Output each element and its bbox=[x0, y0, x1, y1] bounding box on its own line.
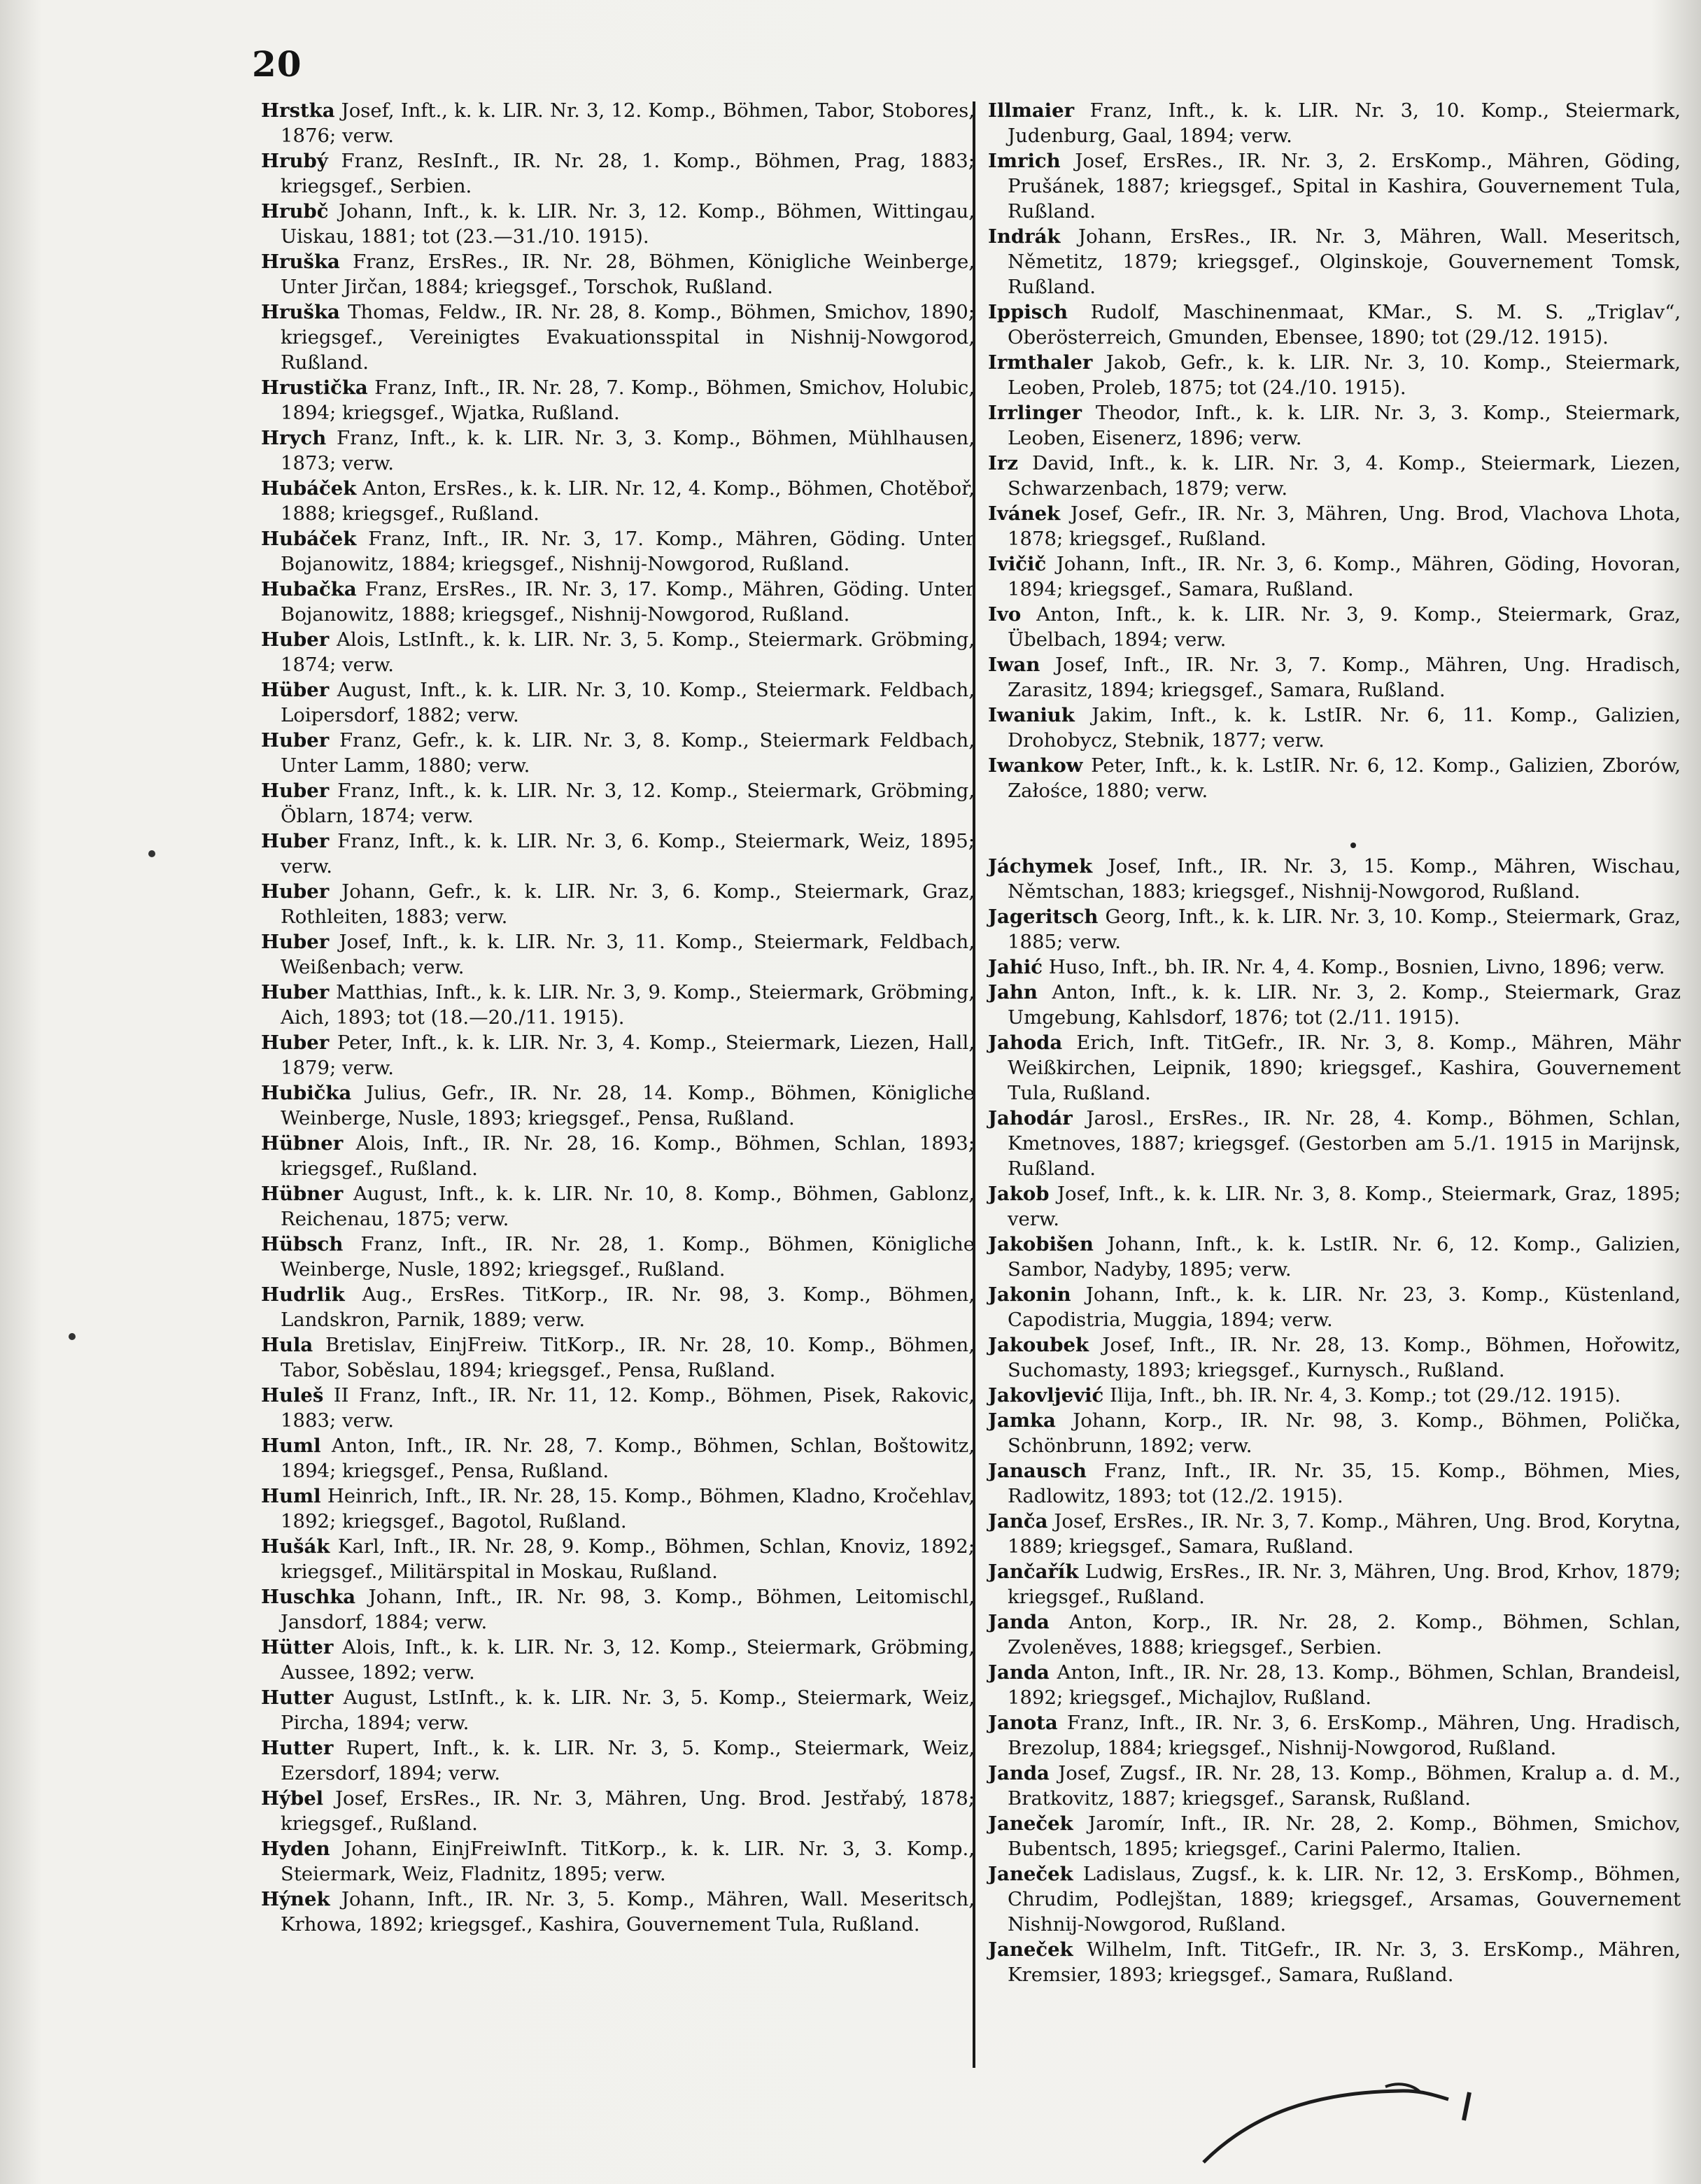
register-entry bbox=[988, 1710, 1681, 1761]
entry-details: Rudolf, Maschinenmaat, KMar., S. M. S. „Triglav“, Oberösterreich, Gmunden, Ebensee, 1890; tot (29./12. 1915). bbox=[1008, 301, 1681, 348]
register-entry bbox=[261, 98, 975, 148]
entry-details: Franz, Inft., IR. Nr. 35, 15. Komp., Böhmen, Mies, Radlowitz, 1893; tot (12./2. 1915). bbox=[1008, 1460, 1681, 1507]
entry-details: David, Inft., k. k. LIR. Nr. 3, 4. Komp., Steiermark, Liezen, Schwarzenbach, 1879; verw. bbox=[1008, 452, 1681, 500]
register-entry bbox=[988, 602, 1681, 652]
entry-surname: Hrstka bbox=[261, 99, 335, 122]
entry-details: Thomas, Feldw., IR. Nr. 28, 8. Komp., Böhmen, Smichov, 1890; kriegsgef., Vereinigtes Evakuationsspital in Nishnij-Nowgorod, Rußland. bbox=[281, 301, 975, 374]
entry-surname: Huber bbox=[261, 880, 330, 903]
entry-surname: Janda bbox=[988, 1611, 1050, 1633]
register-entry bbox=[988, 451, 1681, 501]
register-entry bbox=[261, 577, 975, 627]
entry-surname: Huleš bbox=[261, 1384, 324, 1407]
entry-surname: Imrich bbox=[988, 150, 1061, 172]
entry-surname: Huber bbox=[261, 780, 330, 802]
register-entry bbox=[988, 1509, 1681, 1559]
register-entry bbox=[988, 954, 1681, 980]
register-entry bbox=[261, 1534, 975, 1584]
entry-details: Franz, Inft., IR. Nr. 28, 7. Komp., Böhmen, Smichov, Holubic, 1894; kriegsgef., Wjatka, Rußland. bbox=[281, 376, 975, 424]
register-entry bbox=[261, 728, 975, 778]
entry-surname: Janeček bbox=[988, 1863, 1073, 1885]
entry-details: Heinrich, Inft., IR. Nr. 28, 15. Komp., Böhmen, Kladno, Kročehlav, 1892; kriegsgef., Bagotol, Rußland. bbox=[281, 1485, 975, 1533]
entry-surname: Hübner bbox=[261, 1183, 344, 1205]
register-entry bbox=[261, 1735, 975, 1786]
register-entry bbox=[988, 1408, 1681, 1458]
entry-details: Peter, Inft., k. k. LIR. Nr. 3, 4. Komp., Steiermark, Liezen, Hall, 1879; verw. bbox=[281, 1031, 975, 1079]
entry-details: Anton, Inft., k. k. LIR. Nr. 3, 9. Komp., Steiermark, Graz, Übelbach, 1894; verw. bbox=[1008, 603, 1681, 651]
entry-details: Johann, Inft., IR. Nr. 3, 5. Komp., Mähren, Wall. Meseritsch, Krhowa, 1892; kriegsgef., Kashira, Gouvernement Tula, Rußland. bbox=[281, 1888, 975, 1936]
entry-details: Johann, Gefr., k. k. LIR. Nr. 3, 6. Komp., Steiermark, Graz, Rothleiten, 1883; verw. bbox=[281, 880, 975, 928]
entry-details: Georg, Inft., k. k. LIR. Nr. 3, 10. Komp., Steiermark, Graz, 1885; verw. bbox=[1008, 906, 1681, 953]
entry-details: Franz, Inft., IR. Nr. 28, 1. Komp., Böhmen, Königliche Weinberge, Nusle, 1892; kriegsgef., Rußland. bbox=[281, 1233, 975, 1281]
register-entry bbox=[988, 904, 1681, 954]
entry-details: Franz, Inft., k. k. LIR. Nr. 3, 12. Komp., Steiermark, Gröbming, Öblarn, 1874; verw. bbox=[281, 780, 975, 827]
section-separator-dot bbox=[1350, 843, 1356, 848]
entry-surname: Hübner bbox=[261, 1132, 344, 1155]
entry-details: Franz, ResInft., IR. Nr. 28, 1. Komp., Böhmen, Prag, 1883; kriegsgef., Serbien. bbox=[281, 150, 975, 197]
entry-surname: Hrustička bbox=[261, 376, 368, 399]
entry-details: Franz, ErsRes., IR. Nr. 3, 17. Komp., Mähren, Göding. Unter Bojanowitz, 1888; kriegsgef., Nishnij-Nowgorod, Rußland. bbox=[281, 578, 975, 626]
register-entry bbox=[261, 778, 975, 829]
register-entry bbox=[988, 753, 1681, 803]
entry-surname: Irmthaler bbox=[988, 351, 1093, 374]
entry-surname: Hutter bbox=[261, 1737, 334, 1759]
entry-surname: Huber bbox=[261, 981, 330, 1003]
register-entry bbox=[988, 652, 1681, 703]
register-entry bbox=[261, 879, 975, 929]
entry-details: Rupert, Inft., k. k. LIR. Nr. 3, 5. Komp., Steiermark, Weiz, Ezersdorf, 1894; verw. bbox=[281, 1737, 975, 1784]
entry-details: Johann, Inft., k. k. LIR. Nr. 3, 12. Komp., Böhmen, Wittingau, Uiskau, 1881; tot (23.—31./10. 1915). bbox=[281, 200, 975, 248]
entry-details: Bretislav, EinjFreiw. TitKorp., IR. Nr. 28, 10. Komp., Böhmen, Tabor, Soběslau, 1894; kriegsgef., Pensa, Rußland. bbox=[281, 1334, 975, 1381]
entry-details: Josef, Inft., IR. Nr. 3, 7. Komp., Mähren, Ung. Hradisch, Zarasitz, 1894; kriegsgef., Samara, Rußland. bbox=[1008, 654, 1681, 701]
register-entry bbox=[261, 627, 975, 677]
entry-details: Alois, LstInft., k. k. LIR. Nr. 3, 5. Komp., Steiermark. Gröbming, 1874; verw. bbox=[281, 628, 975, 676]
entry-details: Johann, Inft., k. k. LstIR. Nr. 6, 12. Komp., Galizien, Sambor, Nadyby, 1895; verw. bbox=[1008, 1233, 1681, 1281]
entry-details: Alois, Inft., IR. Nr. 28, 16. Komp., Böhmen, Schlan, 1893; kriegsgef., Rußland. bbox=[281, 1132, 975, 1180]
entry-details: Anton, Inft., IR. Nr. 28, 13. Komp., Böhmen, Schlan, Brandeisl, 1892; kriegsgef., Michajlov, Rußland. bbox=[1008, 1661, 1681, 1709]
entry-details: II Franz, Inft., IR. Nr. 11, 12. Komp., Böhmen, Pisek, Rakovic, 1883; verw. bbox=[281, 1384, 975, 1432]
entry-details: Franz, Inft., k. k. LIR. Nr. 3, 6. Komp., Steiermark, Weiz, 1895; verw. bbox=[281, 830, 975, 878]
entry-details: Johann, ErsRes., IR. Nr. 3, Mähren, Wall. Meseritsch, Němetitz, 1879; kriegsgef., Olginskoje, Gouvernement Tomsk, Rußland. bbox=[1008, 225, 1681, 298]
entry-surname: Hubačka bbox=[261, 578, 357, 600]
entry-surname: Hüber bbox=[261, 679, 330, 701]
register-entry bbox=[988, 1861, 1681, 1937]
entry-surname: Jakobišen bbox=[988, 1233, 1094, 1255]
entry-surname: Hyden bbox=[261, 1838, 330, 1860]
entry-details: August, LstInft., k. k. LIR. Nr. 3, 5. Komp., Steiermark, Weiz, Pircha, 1894; verw. bbox=[281, 1686, 975, 1734]
entry-details: Anton, Inft., IR. Nr. 28, 7. Komp., Böhmen, Schlan, Boštowitz, 1894; kriegsgef., Pensa, Rußland. bbox=[281, 1435, 975, 1482]
register-entry bbox=[988, 350, 1681, 400]
entry-surname: Indrák bbox=[988, 225, 1061, 248]
entry-details: Anton, ErsRes., k. k. LIR. Nr. 12, 4. Komp., Böhmen, Chotěboř, 1888; kriegsgef., Rußland. bbox=[281, 477, 975, 525]
register-entry bbox=[261, 1484, 975, 1534]
entry-details: Ludwig, ErsRes., IR. Nr. 3, Mähren, Ung. Brod, Krhov, 1879; kriegsgef., Rußland. bbox=[1008, 1560, 1681, 1608]
register-entry bbox=[988, 1609, 1681, 1660]
scan-speck bbox=[69, 1333, 76, 1340]
entry-surname: Janda bbox=[988, 1661, 1050, 1684]
register-entry bbox=[261, 1685, 975, 1735]
entry-surname: Jakonin bbox=[988, 1283, 1071, 1306]
entry-details: Erich, Inft. TitGefr., IR. Nr. 3, 8. Komp., Mähren, Mähr Weißkirchen, Leipnik, 1890; kriegsgef., Kashira, Gouvernement Tula, Rußland. bbox=[1008, 1031, 1681, 1104]
entry-details: Ilija, Inft., bh. IR. Nr. 4, 3. Komp.; tot (29./12. 1915). bbox=[1103, 1384, 1621, 1407]
register-entry bbox=[261, 980, 975, 1030]
entry-surname: Ivánek bbox=[988, 502, 1061, 525]
entry-surname: Hübsch bbox=[261, 1233, 344, 1255]
entry-surname: Iwankow bbox=[988, 754, 1083, 777]
register-entry bbox=[261, 199, 975, 249]
register-entry bbox=[988, 501, 1681, 551]
entry-surname: Huml bbox=[261, 1485, 321, 1507]
entry-details: Jakim, Inft., k. k. LstIR. Nr. 6, 11. Komp., Galizien, Drohobycz, Stebnik, 1877; verw. bbox=[1008, 704, 1681, 752]
entry-surname: Huber bbox=[261, 931, 330, 953]
entry-details: Johann, Inft., k. k. LIR. Nr. 23, 3. Komp., Küstenland, Capodistria, Muggia, 1894; verw. bbox=[1008, 1283, 1681, 1331]
entry-surname: Hula bbox=[261, 1334, 313, 1356]
entry-surname: Iwan bbox=[988, 654, 1040, 676]
register-entry bbox=[988, 1458, 1681, 1509]
entry-details: Huso, Inft., bh. IR. Nr. 4, 4. Komp., Bosnien, Livno, 1896; verw. bbox=[1043, 956, 1665, 978]
entry-surname: Hudrlik bbox=[261, 1283, 345, 1306]
entry-surname: Huber bbox=[261, 830, 330, 852]
entry-details: Josef, Inft., k. k. LIR. Nr. 3, 12. Komp., Böhmen, Tabor, Stobores, 1876; verw. bbox=[281, 99, 975, 147]
entry-details: Matthias, Inft., k. k. LIR. Nr. 3, 9. Komp., Steiermark, Gröbming, Aich, 1893; tot (18.—20./11. 1915). bbox=[281, 981, 975, 1029]
register-entry bbox=[988, 1811, 1681, 1861]
entry-details: Jarosl., ErsRes., IR. Nr. 28, 4. Komp., Böhmen, Schlan, Kmetnoves, 1887; kriegsgef. (Gestorben am 5./1. 1915 in Marijnsk, Rußland. bbox=[1008, 1107, 1681, 1180]
register-entry bbox=[261, 1080, 975, 1131]
register-entry bbox=[988, 1937, 1681, 1987]
register-entry bbox=[988, 1383, 1681, 1408]
entry-surname: Janča bbox=[988, 1510, 1048, 1533]
entry-details: Josef, Gefr., IR. Nr. 3, Mähren, Ung. Brod, Vlachova Lhota, 1878; kriegsgef., Rußland. bbox=[1008, 502, 1681, 550]
register-entry bbox=[988, 400, 1681, 451]
handwritten-flourish-icon bbox=[1190, 2071, 1525, 2169]
register-entry bbox=[261, 1131, 975, 1181]
register-entry bbox=[988, 1332, 1681, 1383]
entry-surname: Huml bbox=[261, 1435, 321, 1457]
register-entry bbox=[988, 98, 1681, 148]
entry-surname: Hýbel bbox=[261, 1787, 324, 1810]
register-entry bbox=[988, 1761, 1681, 1811]
entry-details: August, Inft., k. k. LIR. Nr. 3, 10. Komp., Steiermark. Feldbach, Loipersdorf, 1882; verw. bbox=[281, 679, 975, 726]
entry-surname: Hubička bbox=[261, 1082, 352, 1104]
register-entry bbox=[988, 980, 1681, 1030]
entry-details: Julius, Gefr., IR. Nr. 28, 14. Komp., Böhmen, Königliche Weinberge, Nusle, 1893; kriegsgef., Pensa, Rußland. bbox=[281, 1082, 975, 1129]
entry-details: Josef, Inft., IR. Nr. 3, 15. Komp., Mähren, Wischau, Němtschan, 1883; kriegsgef., Nishnij-Nowgorod, Rußland. bbox=[1008, 855, 1681, 903]
entry-surname: Jakoubek bbox=[988, 1334, 1089, 1356]
entry-details: Peter, Inft., k. k. LstIR. Nr. 6, 12. Komp., Galizien, Zborów, Załośce, 1880; verw. bbox=[1008, 754, 1681, 802]
register-entry bbox=[261, 1181, 975, 1232]
register-entry bbox=[261, 677, 975, 728]
register-entry bbox=[988, 1282, 1681, 1332]
entry-details: Johann, Inft., IR. Nr. 3, 6. Komp., Mähren, Göding, Hovoran, 1894; kriegsgef., Samara, Rußland. bbox=[1008, 553, 1681, 600]
register-entry bbox=[261, 375, 975, 425]
left-column bbox=[261, 98, 975, 1937]
entry-surname: Iwaniuk bbox=[988, 704, 1075, 726]
register-entry bbox=[261, 1433, 975, 1484]
entries-letter-i bbox=[988, 98, 1681, 803]
register-entry bbox=[261, 1887, 975, 1937]
entry-details: Josef, Inft., k. k. LIR. Nr. 3, 11. Komp., Steiermark, Feldbach, Weißenbach; verw. bbox=[281, 931, 975, 978]
entry-details: Anton, Inft., k. k. LIR. Nr. 3, 2. Komp., Steiermark, Graz Umgebung, Kahlsdorf, 1876; tot (2./11. 1915). bbox=[1008, 981, 1681, 1029]
entry-surname: Janeček bbox=[988, 1812, 1073, 1835]
entry-surname: Jageritsch bbox=[988, 906, 1099, 928]
register-entry bbox=[988, 148, 1681, 224]
entry-surname: Hubáček bbox=[261, 477, 357, 500]
entry-details: Franz, Inft., IR. Nr. 3, 6. ErsKomp., Mähren, Ung. Hradisch, Brezolup, 1884; kriegsgef., Nishnij-Nowgorod, Rußland. bbox=[1008, 1712, 1681, 1759]
register-entry bbox=[988, 703, 1681, 753]
register-entry bbox=[261, 1584, 975, 1635]
entry-surname: Huber bbox=[261, 729, 330, 752]
entry-details: Karl, Inft., IR. Nr. 28, 9. Komp., Böhmen, Schlan, Knoviz, 1892; kriegsgef., Militärspital in Moskau, Rußland. bbox=[281, 1535, 975, 1583]
entry-surname: Jahn bbox=[988, 981, 1038, 1003]
register-entry bbox=[261, 1282, 975, 1332]
register-entry bbox=[261, 1383, 975, 1433]
entry-surname: Ivičič bbox=[988, 553, 1047, 575]
entry-details: Anton, Korp., IR. Nr. 28, 2. Komp., Böhmen, Schlan, Zvoleněves, 1888; kriegsgef., Serbien. bbox=[1008, 1611, 1681, 1658]
entry-surname: Jakob bbox=[988, 1183, 1050, 1205]
entry-surname: Irrlinger bbox=[988, 402, 1082, 424]
entry-details: Franz, Inft., k. k. LIR. Nr. 3, 3. Komp., Böhmen, Mühlhausen, 1873; verw. bbox=[281, 427, 975, 474]
register-entry bbox=[261, 300, 975, 375]
entry-details: Theodor, Inft., k. k. LIR. Nr. 3, 3. Komp., Steiermark, Leoben, Eisenerz, 1896; verw. bbox=[1008, 402, 1681, 449]
entry-details: Franz, Inft., IR. Nr. 3, 17. Komp., Mähren, Göding. Unter Bojanowitz, 1884; kriegsgef., Nishnij-Nowgorod, Rußland. bbox=[281, 528, 975, 575]
entry-details: Josef, Inft., k. k. LIR. Nr. 3, 8. Komp., Steiermark, Graz, 1895; verw. bbox=[1008, 1183, 1681, 1230]
entry-surname: Hruška bbox=[261, 251, 340, 273]
register-entry bbox=[261, 1836, 975, 1887]
entry-surname: Ippisch bbox=[988, 301, 1068, 323]
entry-details: August, Inft., k. k. LIR. Nr. 10, 8. Komp., Böhmen, Gablonz, Reichenau, 1875; verw. bbox=[281, 1183, 975, 1230]
register-entry bbox=[261, 249, 975, 300]
entry-surname: Hruška bbox=[261, 301, 340, 323]
entry-details: Wilhelm, Inft. TitGefr., IR. Nr. 3, 3. ErsKomp., Mähren, Kremsier, 1893; kriegsgef., Samara, Rußland. bbox=[1008, 1938, 1681, 1986]
register-entry bbox=[261, 526, 975, 577]
entry-details: Ladislaus, Zugsf., k. k. LIR. Nr. 12, 3. ErsKomp., Böhmen, Chrudim, Podlejštan, 1889; kriegsgef., Arsamas, Gouvernement Nishnij-Nowgorod, Rußland. bbox=[1008, 1863, 1681, 1936]
entry-surname: Jahoda bbox=[988, 1031, 1063, 1054]
register-entry bbox=[988, 854, 1681, 904]
entry-surname: Hubáček bbox=[261, 528, 357, 550]
entry-details: Jaromír, Inft., IR. Nr. 28, 2. Komp., Böhmen, Smichov, Bubentsch, 1895; kriegsgef., Carini Palermo, Italien. bbox=[1008, 1812, 1681, 1860]
register-entry bbox=[261, 1635, 975, 1685]
entry-details: Franz, Gefr., k. k. LIR. Nr. 3, 8. Komp., Steiermark Feldbach, Unter Lamm, 1880; verw. bbox=[281, 729, 975, 777]
register-entry bbox=[261, 148, 975, 199]
entry-details: Josef, ErsRes., IR. Nr. 3, Mähren, Ung. Brod. Jestřabý, 1878; kriegsgef., Rußland. bbox=[281, 1787, 975, 1835]
right-column bbox=[988, 98, 1681, 1987]
register-entry bbox=[261, 1030, 975, 1080]
register-entry bbox=[261, 1332, 975, 1383]
entry-details: Jakob, Gefr., k. k. LIR. Nr. 3, 10. Komp., Steiermark, Leoben, Proleb, 1875; tot (24./10. 1915). bbox=[1008, 351, 1681, 399]
entry-details: Josef, ErsRes., IR. Nr. 3, 7. Komp., Mähren, Ung. Brod, Korytna, 1889; kriegsgef., Samara, Rußland. bbox=[1008, 1510, 1681, 1558]
entry-surname: Jančařík bbox=[988, 1560, 1079, 1583]
entry-surname: Janda bbox=[988, 1762, 1050, 1784]
entry-details: Johann, Korp., IR. Nr. 98, 3. Komp., Böhmen, Polička, Schönbrunn, 1892; verw. bbox=[1008, 1409, 1681, 1457]
entry-surname: Janota bbox=[988, 1712, 1058, 1734]
entry-details: Johann, EinjFreiwInft. TitKorp., k. k. LIR. Nr. 3, 3. Komp., Steiermark, Weiz, Fladnitz, 1895; verw. bbox=[281, 1838, 975, 1885]
entry-surname: Hrych bbox=[261, 427, 327, 449]
entry-surname: Huber bbox=[261, 1031, 330, 1054]
entry-surname: Hýnek bbox=[261, 1888, 330, 1910]
entry-surname: Irz bbox=[988, 452, 1018, 474]
entry-surname: Hutter bbox=[261, 1686, 334, 1709]
register-entry bbox=[261, 425, 975, 476]
page-number: 20 bbox=[252, 43, 302, 85]
entry-surname: Jamka bbox=[988, 1409, 1056, 1432]
entry-details: Franz, ErsRes., IR. Nr. 28, Böhmen, Königliche Weinberge, Unter Jirčan, 1884; kriegsgef., Torschok, Rußland. bbox=[281, 251, 975, 298]
entry-surname: Hrubč bbox=[261, 200, 329, 223]
entry-details: Josef, Zugsf., IR. Nr. 28, 13. Komp., Böhmen, Kralup a. d. M., Bratkovitz, 1887; kriegsgef., Saransk, Rußland. bbox=[1008, 1762, 1681, 1810]
entry-surname: Janausch bbox=[988, 1460, 1087, 1482]
entry-surname: Jakovljević bbox=[988, 1384, 1104, 1407]
entry-details: Alois, Inft., k. k. LIR. Nr. 3, 12. Komp., Steiermark, Gröbming, Aussee, 1892; verw. bbox=[281, 1636, 975, 1684]
entry-surname: Huber bbox=[261, 628, 330, 651]
entry-surname: Hütter bbox=[261, 1636, 334, 1658]
register-entry bbox=[988, 1232, 1681, 1282]
entry-surname: Hrubý bbox=[261, 150, 328, 172]
entry-surname: Jáchymek bbox=[988, 855, 1093, 878]
entry-details: Johann, Inft., IR. Nr. 98, 3. Komp., Böhmen, Leitomischl, Jansdorf, 1884; verw. bbox=[281, 1586, 975, 1633]
register-entry bbox=[261, 829, 975, 879]
register-entry bbox=[988, 1181, 1681, 1232]
register-entry bbox=[988, 1106, 1681, 1181]
entry-details: Franz, Inft., k. k. LIR. Nr. 3, 10. Komp., Steiermark, Judenburg, Gaal, 1894; verw. bbox=[1008, 99, 1681, 147]
entry-details: Josef, ErsRes., IR. Nr. 3, 2. ErsKomp., Mähren, Göding, Prušánek, 1887; kriegsgef., Spital in Kashira, Gouvernement Tula, Rußland. bbox=[1008, 150, 1681, 223]
scan-speck bbox=[148, 850, 155, 857]
entry-surname: Hušák bbox=[261, 1535, 330, 1558]
entry-details: Aug., ErsRes. TitKorp., IR. Nr. 98, 3. Komp., Böhmen, Landskron, Parnik, 1889; verw. bbox=[281, 1283, 975, 1331]
register-entry bbox=[988, 224, 1681, 300]
entry-surname: Ivo bbox=[988, 603, 1022, 626]
register-entry bbox=[988, 1559, 1681, 1609]
register-entry bbox=[261, 1786, 975, 1836]
entry-surname: Jahodár bbox=[988, 1107, 1073, 1129]
entry-details: Josef, Inft., IR. Nr. 28, 13. Komp., Böhmen, Hořowitz, Suchomasty, 1893; kriegsgef., Kurnysch., Rußland. bbox=[1008, 1334, 1681, 1381]
register-entry bbox=[988, 1030, 1681, 1106]
register-entry bbox=[988, 300, 1681, 350]
register-entry bbox=[988, 1660, 1681, 1710]
entries-letter-j bbox=[988, 854, 1681, 1987]
register-entry bbox=[988, 551, 1681, 602]
entry-surname: Janeček bbox=[988, 1938, 1073, 1961]
register-entry bbox=[261, 1232, 975, 1282]
entry-surname: Huschka bbox=[261, 1586, 356, 1608]
section-gap bbox=[988, 803, 1681, 854]
register-entry bbox=[261, 929, 975, 980]
entry-surname: Jahić bbox=[988, 956, 1043, 978]
entry-surname: Illmaier bbox=[988, 99, 1075, 122]
register-entry bbox=[261, 476, 975, 526]
